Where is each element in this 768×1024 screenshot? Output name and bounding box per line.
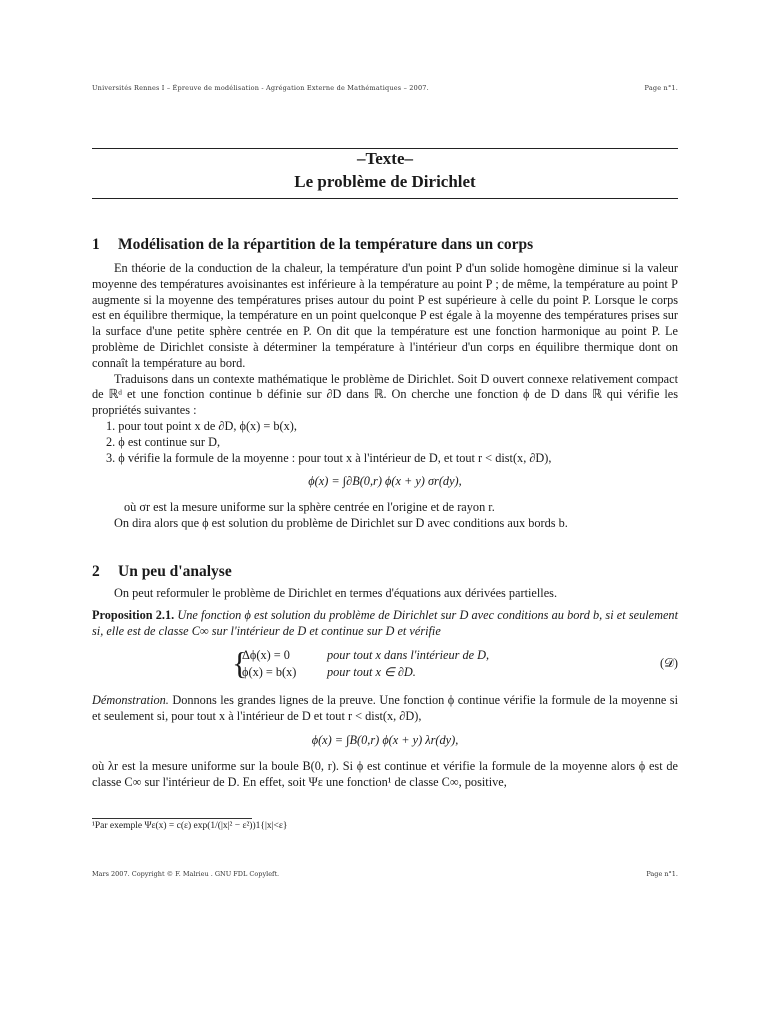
proposition bbox=[92, 608, 678, 640]
list-item: 2. ϕ est continue sur D, bbox=[106, 434, 221, 449]
section2-title: Un peu d'analyse bbox=[118, 563, 232, 580]
section1-paragraph1: En théorie de la conduction de la chaleur, la température d'un point P d'un solide homogène diminue si la valeur moyenne des températures avoisinantes est inférieure à la température au point P ; de même, la température au point P augmente si la moyenne des températures prises autour du point P est supérieure à celle du point P. Lorsque le corps est en équilibre thermique, la température en un point quelconque P est égale à la moyenne des températures prises sur la surface d'une petite sphère centrée en P. On dit que la température est une fonction harmonique au point P. Le problème de Dirichlet consiste à déterminer la température à l'intérieur d'un corps en équilibre thermique dont on connaît la température au bord. bbox=[92, 261, 678, 370]
section2-number: 2 bbox=[92, 563, 100, 580]
system-row1-condition: pour tout x dans l'intérieur de D, bbox=[327, 648, 490, 663]
title-rule-bottom bbox=[92, 198, 678, 199]
proposition-label: Proposition 2.1. bbox=[92, 607, 175, 622]
section1-number: 1 bbox=[92, 236, 100, 253]
section2-paragraph1: On peut reformuler le problème de Dirichlet en termes d'équations aux dérivées partielles. bbox=[114, 586, 558, 600]
system-row2-condition: pour tout x ∈ ∂D. bbox=[327, 665, 416, 680]
demonstration-label: Démonstration. bbox=[92, 693, 169, 708]
demonstration-text: Donnons les grandes lignes de la preuve. Une fonction ϕ continue vérifie la formule de la moyenne si et seulement si, pour tout x à l'intérieur de D et tout r < dist(x, ∂D), bbox=[92, 693, 678, 724]
ball-mean-equation: ϕ(x) = ∫B(0,r) ϕ(x + y) λr(dy), bbox=[311, 732, 459, 747]
document-page bbox=[92, 0, 678, 1024]
title-line1: –Texte– bbox=[356, 149, 414, 168]
section1-paragraph3: On dira alors que ϕ est solution du problème de Dirichlet sur D avec conditions aux bords b. bbox=[114, 515, 568, 530]
demonstration bbox=[92, 693, 678, 725]
footer-left: Mars 2007. Copyright © F. Malrieu . GNU FDL Copyleft. bbox=[92, 870, 280, 878]
footer-page-number: Page n°1. bbox=[646, 870, 678, 878]
section1-after-equation: où σr est la mesure uniforme sur la sphère centrée en l'origine et de rayon r. bbox=[124, 500, 495, 515]
footnote: ¹Par exemple Ψε(x) = c(ε) exp(1/(|x|² − ε²))1{|x|<ε} bbox=[92, 821, 288, 831]
section2-body bbox=[92, 586, 678, 790]
system-row2-equation: ϕ(x) = b(x) bbox=[242, 665, 297, 680]
pde-system bbox=[92, 645, 678, 685]
header-left: Universités Rennes I – Épreuve de modélisation - Agrégation Externe de Mathématiques – 2007. bbox=[92, 84, 429, 92]
list-item: 3. ϕ vérifie la formule de la moyenne : pour tout x à l'intérieur de D, et tout r < dist(x, ∂D), bbox=[106, 450, 552, 465]
section1-properties-list bbox=[92, 419, 678, 466]
mean-value-equation: ϕ(x) = ∫∂B(0,r) ϕ(x + y) σr(dy), bbox=[308, 474, 462, 489]
title-line2: Le problème de Dirichlet bbox=[294, 172, 476, 191]
section1-paragraph2: Traduisons dans un contexte mathématique le problème de Dirichlet. Soit D ouvert connexe relativement compact de ℝᵈ et une fonction continue b définie sur ∂D dans ℝ. On cherche une fonction ϕ de D dans ℝ qui vérifie les propriétés suivantes : bbox=[92, 371, 678, 418]
footnote-rule bbox=[92, 818, 252, 819]
title-block bbox=[92, 148, 678, 194]
section1-body bbox=[92, 261, 678, 532]
equation-tag: (𝒟) bbox=[659, 656, 678, 671]
section1-heading bbox=[92, 236, 678, 254]
brace-symbol: { bbox=[232, 645, 248, 682]
section2-heading bbox=[92, 563, 678, 581]
section1-title: Modélisation de la répartition de la température dans un corps bbox=[118, 236, 534, 253]
list-item: 1. pour tout point x de ∂D, ϕ(x) = b(x), bbox=[106, 418, 297, 433]
system-row1-equation: Δϕ(x) = 0 bbox=[242, 648, 290, 663]
section2-after-equation: où λr est la mesure uniforme sur la boule B(0, r). Si ϕ est continue et vérifie la formule de la moyenne alors ϕ est de classe C∞ sur l'intérieur de D. En effet, soit Ψε une fonction¹ de classe C∞, positive, bbox=[92, 758, 678, 789]
running-header bbox=[92, 84, 678, 92]
header-page-number: Page n°1. bbox=[644, 84, 678, 92]
running-footer bbox=[92, 870, 678, 878]
proposition-text: Une fonction ϕ est solution du problème de Dirichlet sur D avec conditions au bord b, si et seulement si, elle est de classe C∞ sur l'intérieur de D et continue sur D et vérifie bbox=[92, 607, 678, 638]
